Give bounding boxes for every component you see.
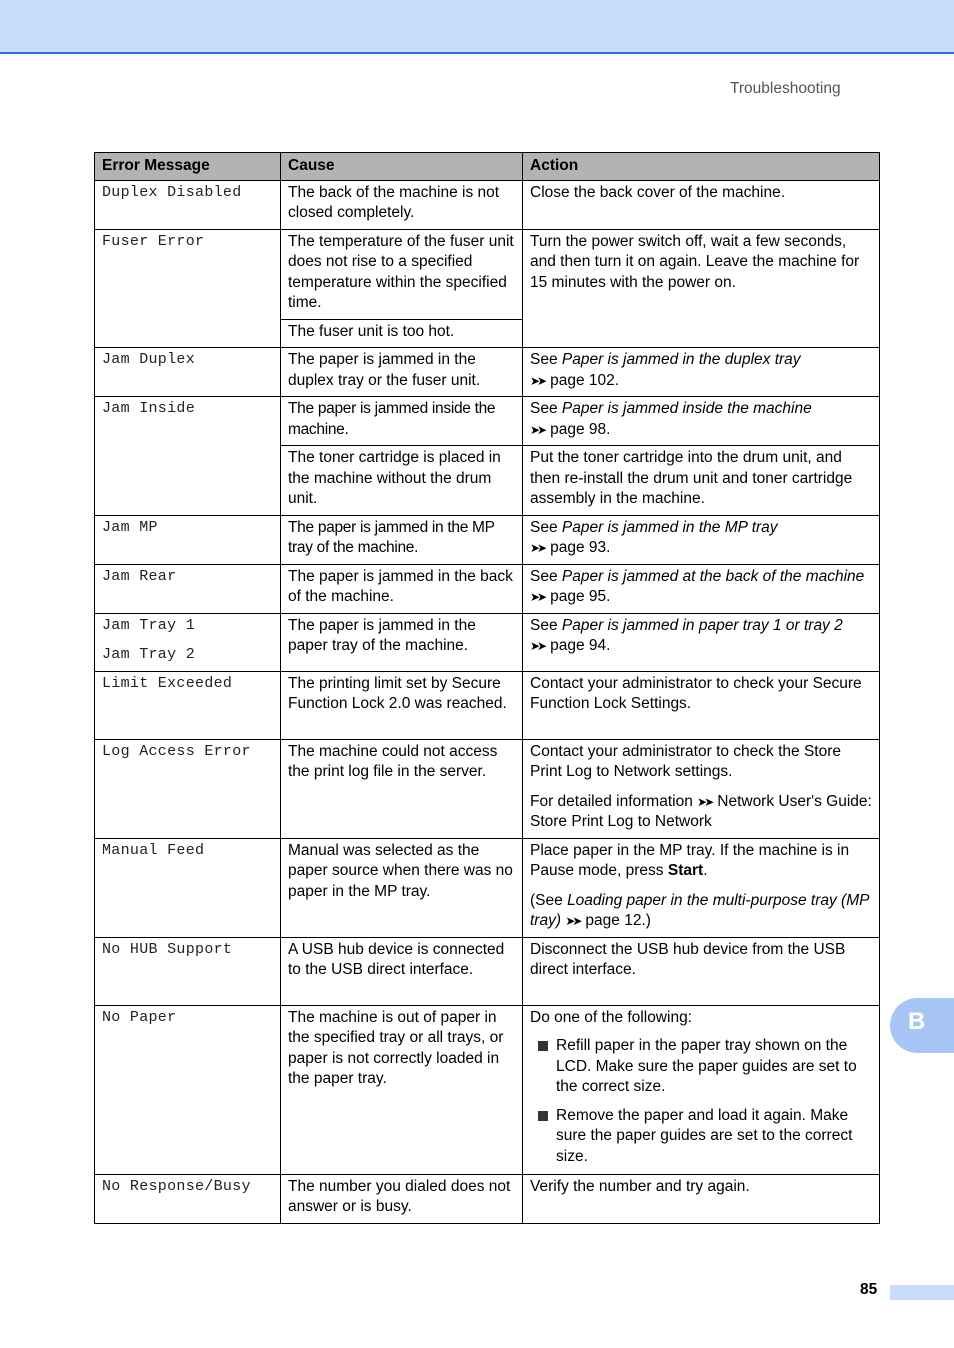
error-message-line: Jam Tray 1 xyxy=(102,616,196,634)
running-head: Troubleshooting xyxy=(730,80,841,97)
error-message: Jam Rear xyxy=(95,564,281,613)
page-reference: page 95. xyxy=(550,588,611,605)
table-row xyxy=(95,739,880,838)
action-prefix: See xyxy=(530,616,562,634)
error-message xyxy=(95,613,281,671)
cause-cell: The paper is jammed in the paper tray of the machine. xyxy=(281,613,523,671)
cross-reference: Paper is jammed in paper tray 1 or tray 2 xyxy=(561,616,843,634)
table-row xyxy=(95,838,880,937)
header-error-message: Error Message xyxy=(95,153,281,181)
page-reference: page 94. xyxy=(550,637,611,654)
action-prefix: See xyxy=(530,567,562,585)
action-prefix: For detailed information xyxy=(530,792,698,810)
page-reference: page 93. xyxy=(550,539,611,556)
cause-cell: The paper is jammed in the duplex tray or the fuser unit. xyxy=(281,348,523,397)
double-arrow-icon: ➤➤ xyxy=(530,639,545,653)
table-row xyxy=(95,397,880,446)
table-row xyxy=(95,671,880,739)
double-arrow-icon: ➤➤ xyxy=(565,914,580,928)
action-cell xyxy=(523,564,880,613)
action-cell xyxy=(523,1005,880,1174)
cause-cell: The printing limit set by Secure Function Lock 2.0 was reached. xyxy=(281,671,523,739)
table-row xyxy=(95,1174,880,1223)
list-item xyxy=(538,1106,873,1168)
cross-reference: Paper is jammed in the MP tray xyxy=(561,518,778,536)
table-row xyxy=(95,937,880,1005)
list-item-text: Remove the paper and load it again. Make sure the paper guides are set to the correct size. xyxy=(556,1106,853,1165)
cause-cell: The number you dialed does not answer or is busy. xyxy=(281,1174,523,1223)
action-cell xyxy=(523,838,880,937)
action-cell xyxy=(523,397,880,446)
table-row xyxy=(95,613,880,671)
action-cell xyxy=(523,515,880,564)
cause-cell: The paper is jammed in the MP tray of the machine. xyxy=(281,515,523,564)
table-row xyxy=(95,1005,880,1174)
cause-cell: The paper is jammed in the back of the machine. xyxy=(281,564,523,613)
action-detail xyxy=(530,792,873,833)
action-cell xyxy=(523,613,880,671)
table-row xyxy=(95,564,880,613)
error-table xyxy=(94,152,880,1224)
header-cause: Cause xyxy=(281,153,523,181)
error-message: Duplex Disabled xyxy=(95,180,281,229)
action-cell: Put the toner cartridge into the drum unit, and then re-install the drum unit and toner cartridge assembly in the machine. xyxy=(523,446,880,516)
error-message: No HUB Support xyxy=(95,937,281,1005)
error-message: Jam Inside xyxy=(95,397,281,516)
error-message: Jam Duplex xyxy=(95,348,281,397)
cause-cell: The toner cartridge is placed in the machine without the drum unit. xyxy=(281,446,523,516)
error-message: No Response/Busy xyxy=(95,1174,281,1223)
bullet-square-icon xyxy=(538,1111,548,1121)
start-key-label: Start xyxy=(667,862,704,879)
action-cell: Turn the power switch off, wait a few seconds, and then turn it on again. Leave the machine for 15 minutes with the power on. xyxy=(523,229,880,348)
action-text: Contact your administrator to check the Store Print Log to Network settings. xyxy=(530,742,842,780)
appendix-tab xyxy=(890,998,954,1053)
cause-cell: The fuser unit is too hot. xyxy=(281,319,523,348)
table-header-row xyxy=(95,153,880,181)
error-message: Jam MP xyxy=(95,515,281,564)
action-cell: Verify the number and try again. xyxy=(523,1174,880,1223)
cause-cell: The temperature of the fuser unit does not rise to a specified temperature within the specified time. xyxy=(281,229,523,319)
action-cell: Disconnect the USB hub device from the USB direct interface. xyxy=(523,937,880,1005)
action-cell xyxy=(523,348,880,397)
cause-cell: The back of the machine is not closed completely. xyxy=(281,180,523,229)
error-message: Manual Feed xyxy=(95,838,281,937)
action-cell: Close the back cover of the machine. xyxy=(523,180,880,229)
error-message: Fuser Error xyxy=(95,229,281,348)
error-message: Log Access Error xyxy=(95,739,281,838)
double-arrow-icon: ➤➤ xyxy=(530,373,545,388)
list-item xyxy=(538,1036,873,1098)
cross-reference: Paper is jammed inside the machine xyxy=(561,400,812,417)
guide-reference: Network User's Guide: Store Print Log to Network xyxy=(530,792,872,830)
table-row xyxy=(95,515,880,564)
cause-cell: The machine could not access the print log file in the server. xyxy=(281,739,523,838)
appendix-tab-letter: B xyxy=(908,1008,926,1035)
double-arrow-icon: ➤➤ xyxy=(530,422,545,437)
cause-cell: A USB hub device is connected to the USB direct interface. xyxy=(281,937,523,1005)
cause-cell: The paper is jammed inside the machine. xyxy=(281,397,523,446)
list-item-text: Refill paper in the paper tray shown on the LCD. Make sure the paper guides are set to the correct size. xyxy=(556,1037,857,1095)
double-arrow-icon: ➤➤ xyxy=(530,541,545,555)
cross-reference: Loading paper in the multi-purpose tray (MP tray) xyxy=(530,891,869,929)
action-prefix: Place paper in the MP tray. If the machine is in Pause mode, press xyxy=(530,841,850,879)
cause-cell: Manual was selected as the paper source when there was no paper in the MP tray. xyxy=(281,838,523,937)
action-suffix: . xyxy=(703,862,708,879)
action-cell: Contact your administrator to check your Secure Function Lock Settings. xyxy=(523,671,880,739)
action-prefix: (See xyxy=(530,891,568,909)
action-text: Do one of the following: xyxy=(530,1008,692,1026)
double-arrow-icon: ➤➤ xyxy=(697,794,712,809)
header-action: Action xyxy=(523,153,880,181)
page-reference: page 12.) xyxy=(585,912,651,929)
cause-cell: The machine is out of paper in the specified tray or all trays, or paper is not correctly loaded in the paper tray. xyxy=(281,1005,523,1174)
table-row xyxy=(95,180,880,229)
top-banner xyxy=(0,0,954,54)
double-arrow-icon: ➤➤ xyxy=(530,590,545,604)
table-row xyxy=(95,348,880,397)
action-prefix: See xyxy=(530,400,562,417)
error-message-line: Jam Tray 2 xyxy=(102,646,196,663)
page-reference: page 102. xyxy=(550,371,620,389)
error-message: No Paper xyxy=(95,1005,281,1174)
error-message: Limit Exceeded xyxy=(95,671,281,739)
action-cell xyxy=(523,739,880,838)
footer-bar xyxy=(890,1285,954,1300)
action-prefix: See xyxy=(530,351,562,368)
cross-reference: Paper is jammed at the back of the machine xyxy=(561,567,865,585)
page-reference: page 98. xyxy=(550,420,611,438)
cross-reference: Paper is jammed in the duplex tray xyxy=(561,351,801,368)
action-detail xyxy=(530,891,873,932)
bullet-square-icon xyxy=(538,1041,548,1051)
action-prefix: See xyxy=(530,518,562,536)
table-row xyxy=(95,229,880,319)
page-number: 85 xyxy=(860,1281,878,1298)
